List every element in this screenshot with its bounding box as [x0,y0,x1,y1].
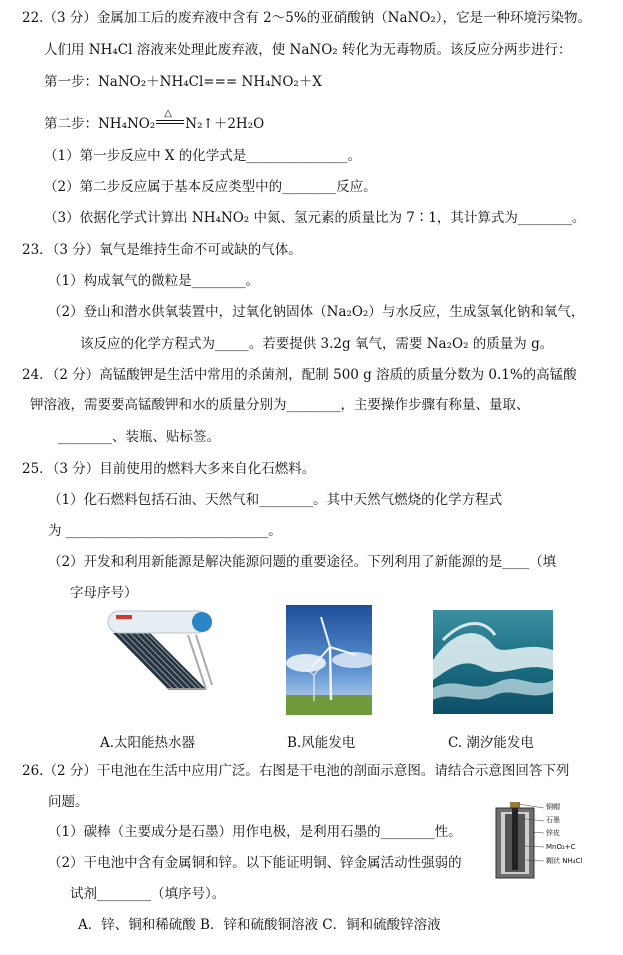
q26-sub-2: （2）干电池中含有金属铜和锌。以下能证明铜、锌金属活动性强弱的 [48,855,462,871]
tidal-wave-image [433,610,553,714]
q22-step2 [44,108,265,134]
q26-options: A．锌、铜和稀硫酸 B．锌和硫酸铜溶液 C．铜和硫酸锌溶液 [78,917,441,933]
solar-water-heater-image [88,605,218,707]
q25-sub-1-cont: 为 ______________________________。 [48,523,282,539]
label-nh4cl-paste: 糊状 NH₄Cl [546,857,583,865]
q24-line-3: ________、装瓶、贴标签。 [58,429,220,445]
q25-line-1: 25．（3 分）目前使用的燃料大多来自化石燃料。 [22,461,316,477]
q24-line-1: 24．（2 分）高锰酸钾是生活中常用的杀菌剂，配制 500 g 溶质的质量分数为 0.1%的高锰酸 [22,367,577,383]
q26-line-2: 问题。 [48,794,89,810]
q22-sub-3: （3）依据化学式计算出 NH₄NO₂ 中氮、氢元素的质量比为 7∶1，其计算式为________。 [44,210,586,226]
q23-line-1: 23．（3 分）氧气是维持生命不可或缺的气体。 [22,242,302,258]
q22-step2-reactant: 第二步：NH₄NO₂ [44,116,156,132]
label-copper-cap: 铜帽 [546,803,560,811]
option-c-caption: C. 潮汐能发电 [448,735,534,751]
option-a-caption: A.太阳能热水器 [100,735,196,751]
q25-sub-2: （2）开发和利用新能源是解决能源问题的重要途径。下列利用了新能源的是____（填 [48,554,557,570]
q25-sub-1: （1）化石燃料包括石油、天然气和________。其中天然气燃烧的化学方程式 [48,492,503,508]
q24-line-2: 钾溶液，需要要高锰酸钾和水的质量分别为________，主要操作步骤有称量、量取、 [30,397,530,413]
reaction-condition-arrow [155,108,185,134]
q23-sub-2-cont: 该反应的化学方程式为_____。若要提供 3.2g 氧气，需要 Na₂O₂ 的质量为 g。 [80,336,554,352]
q26-line-1: 26.（2 分）干电池在生活中应用广泛。右图是干电池的剖面示意图。请结合示意图回答下列 [22,763,570,779]
label-mno2-c: MnO₂+C [546,843,576,851]
q26-sub-1: （1）碳棒（主要成分是石墨）用作电极，是利用石墨的________性。 [48,824,462,840]
label-zinc-shell: 锌皮 [546,829,560,837]
q23-sub-2: （2）登山和潜水供氧装置中，过氧化钠固体（Na₂O₂）与水反应，生成氢氧化钠和氧气， [48,304,585,320]
q25-sub-2-cont: 字母序号） [70,585,138,601]
q22-step1: 第一步：NaNO₂＋NH₄Cl=== NH₄NO₂＋X [44,74,322,90]
q22-sub-2: （2）第二步反应属于基本反应类型中的________反应。 [44,179,377,195]
label-graphite: 石墨 [546,816,560,824]
q22-sub-1: （1）第一步反应中 X 的化学式是_______________。 [44,148,362,164]
q26-sub-2-cont: 试剂________（填序号）。 [70,886,226,902]
q23-sub-1: （1）构成氧气的微粒是________。 [48,273,260,289]
q22-line-1: 22.（3 分）金属加工后的废弃液中含有 2～5%的亚硝酸钠（NaNO₂），它是一种环境污染物。 [22,10,592,26]
heat-triangle-symbol: △ [164,108,172,119]
dry-battery-diagram [490,798,620,882]
q22-step2-products: N₂↑＋2H₂O [185,116,265,132]
q22-line-2: 人们用 NH₄Cl 溶液来处理此废弃液，使 NaNO₂ 转化为无毒物质。该反应分两步进行： [44,42,572,58]
option-b-caption: B.风能发电 [287,735,356,751]
wind-power-image [286,605,372,715]
